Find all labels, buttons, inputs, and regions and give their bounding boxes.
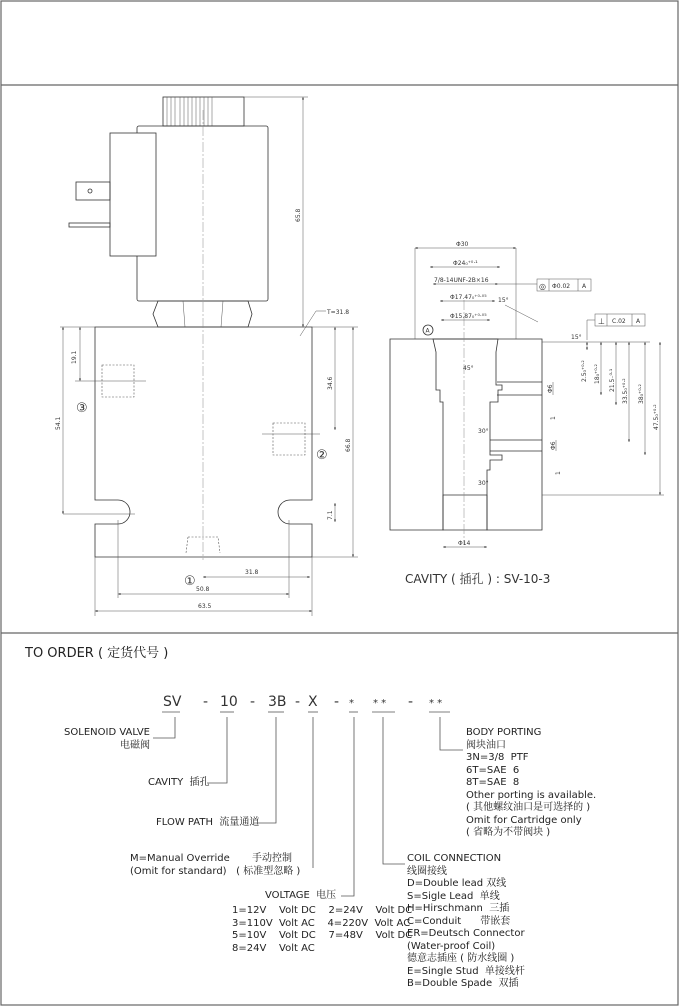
dim-31-8: 31.8	[245, 569, 259, 576]
code-sep: -	[295, 694, 301, 710]
option-line: 8T=SAE 8	[466, 777, 520, 788]
angle-45: 45°	[463, 365, 474, 372]
perpendicularity-ref: A	[636, 318, 641, 325]
option-line: ER=Deutsch Connector	[407, 928, 525, 939]
dim-66-8: 66.8	[345, 438, 352, 452]
perpendicularity-icon: ⊥	[598, 317, 605, 326]
porting-title: BODY PORTING	[466, 727, 542, 738]
solenoid-cn: 电磁阀	[120, 739, 150, 751]
dim-63-5: 63.5	[198, 603, 212, 610]
dim-18: 18₀⁺⁰·²	[594, 364, 601, 384]
option-line: 阀块油口	[466, 739, 506, 751]
option-line: Omit for Cartridge only	[466, 814, 582, 826]
option-line: D=Double lead 双线	[407, 878, 507, 889]
angle-15-b: 15°	[571, 334, 582, 341]
option-line: (Water-proof Coil)	[407, 940, 496, 952]
flow-path-label: FLOW PATH 流量通道	[156, 817, 260, 828]
port-2-label: ②	[316, 448, 328, 463]
dim-54-1: 54.1	[55, 416, 62, 430]
order-title: TO ORDER ( 定货代号 )	[25, 646, 169, 661]
perpendicularity-value: C.02	[612, 318, 626, 325]
tank-callout: T=31.8	[327, 309, 350, 316]
code-x: X	[308, 694, 318, 710]
datum-a: A	[425, 327, 430, 335]
code-porting: * *	[429, 698, 443, 709]
option-line: Other porting is available.	[466, 789, 597, 801]
option-line: 线圈接线	[407, 865, 447, 877]
voltage-row: 1=12V Volt DC 2=24V Volt DC	[232, 905, 413, 916]
code-sep: -	[408, 694, 414, 710]
dim-38: 38₀⁺⁰·²	[638, 384, 645, 404]
code-sep: -	[334, 694, 340, 710]
front-view-drawing	[60, 97, 358, 616]
concentricity-ref: A	[582, 283, 587, 290]
code-3b: 3B	[268, 694, 287, 710]
override-line: M=Manual Override 手动控制	[130, 853, 293, 864]
dim-50-8: 50.8	[196, 586, 210, 593]
solenoid-en: SOLENOID VALVE	[64, 727, 150, 738]
option-line: 3N=3/8 PTF	[466, 752, 529, 763]
code-sv: SV	[163, 694, 182, 710]
dim-d6-b: Φ6	[550, 441, 557, 450]
dim-21-5: 21.5₋⁰·¹	[609, 368, 616, 392]
dim-d30: Φ30	[456, 241, 469, 248]
front-view-labels	[55, 208, 352, 610]
dim-1-a: 1	[550, 416, 557, 420]
port-3-label: ③	[76, 401, 88, 416]
angle-30-a: 30°	[478, 428, 489, 435]
option-line: 6T=SAE 6	[466, 764, 520, 776]
dim-7-1: 7.1	[327, 510, 334, 520]
code-sep: -	[203, 694, 209, 710]
voltage-title: VOLTAGE 电压	[265, 890, 337, 901]
override-label	[130, 853, 300, 878]
solenoid-label	[45, 727, 150, 752]
coil-connection	[407, 853, 525, 991]
code-voltage: *	[349, 698, 354, 709]
dim-2-5: 2.5₀⁺⁰·²	[581, 360, 588, 382]
cavity-caption: CAVITY ( 插孔 ) : SV-10-3	[405, 572, 551, 586]
dim-19-1: 19.1	[71, 350, 78, 364]
option-line: 德意志插座 ( 防水线圈 )	[407, 953, 515, 964]
dim-33-5: 33.5₀⁺⁰·²	[622, 378, 629, 404]
dim-d24: Φ24₀⁺⁰·¹	[453, 260, 478, 267]
option-line: E=Single Stud 单接线杆	[407, 965, 525, 977]
voltage-table	[232, 905, 412, 955]
code-sep: -	[250, 694, 256, 710]
option-line: H=Hirschmann 三插	[407, 903, 510, 914]
coil-title: COIL CONNECTION	[407, 853, 502, 864]
voltage-row: 3=110V Volt AC 4=220V Volt AC	[232, 917, 411, 929]
option-line: S=Sigle Lead 单线	[407, 890, 500, 902]
option-line: C=Conduit 带嵌套	[407, 915, 511, 927]
voltage-row: 8=24V Volt AC	[232, 942, 315, 954]
concentricity-icon: ◎	[539, 282, 546, 291]
page-frame	[1, 1, 678, 1005]
dim-65-8: 65.8	[295, 208, 302, 222]
option-line: ( 省略为不带阀块 )	[466, 827, 551, 838]
dim-34-6: 34.6	[327, 376, 334, 390]
angle-30-b: 30°	[478, 480, 489, 487]
override-line: (Omit for standard) ( 标准型忽略 )	[130, 865, 301, 877]
cavity-label: CAVITY 插孔	[148, 777, 210, 788]
option-line: ( 其他螺纹油口是可选择的 )	[466, 802, 591, 813]
dim-d17: Φ17.47₀⁺⁰·⁰⁵	[450, 294, 487, 301]
dim-d15: Φ15.87₀⁺⁰·⁰⁵	[450, 313, 487, 320]
angle-15: 15°	[498, 297, 509, 304]
dim-1-b: 1	[555, 471, 562, 475]
code-10: 10	[220, 694, 238, 710]
code-coil: * *	[373, 698, 387, 709]
body-porting	[466, 727, 596, 840]
port-1-label: ①	[184, 574, 196, 589]
dim-thread: 7/8-14UNF-2B×16	[434, 277, 489, 284]
voltage-row: 5=10V Volt DC 7=48V Volt DC	[232, 930, 413, 941]
dim-47-5: 47.5₀⁺⁰·²	[653, 404, 660, 430]
concentricity-value: Φ0.02	[552, 283, 571, 290]
dim-d14: Φ14	[458, 540, 471, 547]
option-line: B=Double Spade 双插	[407, 978, 519, 989]
dim-d6-a: Φ6	[547, 384, 554, 393]
